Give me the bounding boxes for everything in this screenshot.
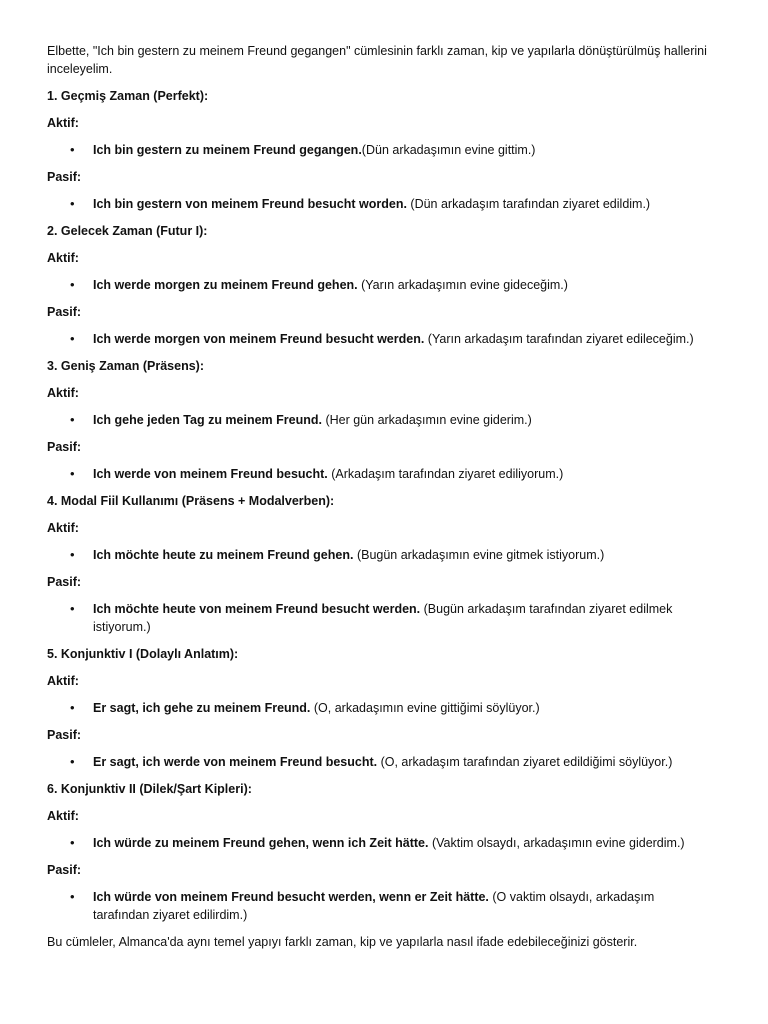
german-sentence: Ich bin gestern von meinem Freund besucht worden. — [93, 197, 407, 211]
aktif-list — [47, 546, 708, 564]
turkish-translation: (O, arkadaşımın evine gittiğimi söylüyor.) — [310, 701, 540, 715]
german-sentence: Er sagt, ich werde von meinem Freund besucht. — [93, 755, 378, 769]
pasif-list — [47, 195, 708, 213]
pasif-label: Pasif: — [47, 440, 82, 454]
aktif-label: Aktif: — [47, 674, 79, 688]
pasif-label: Pasif: — [47, 575, 82, 589]
aktif-label: Aktif: — [47, 251, 79, 265]
turkish-translation: (Dün arkadaşımın evine gittim.) — [361, 143, 536, 157]
list-item — [47, 465, 708, 483]
aktif-list — [47, 141, 708, 159]
pasif-label: Pasif: — [47, 305, 82, 319]
list-item — [47, 276, 708, 294]
list-item — [47, 753, 708, 771]
list-item — [47, 546, 708, 564]
aktif-label: Aktif: — [47, 809, 79, 823]
turkish-translation: (Dün arkadaşım tarafından ziyaret edildim.) — [406, 197, 651, 211]
section-title: 6. Konjunktiv II (Dilek/Şart Kipleri): — [47, 782, 252, 796]
turkish-translation: (O, arkadaşım tarafından ziyaret edildiğimi söylüyor.) — [377, 755, 673, 769]
section-title: 1. Geçmiş Zaman (Perfekt): — [47, 89, 209, 103]
german-sentence: Ich werde von meinem Freund besucht. — [93, 467, 328, 481]
section-title: 2. Gelecek Zaman (Futur I): — [47, 224, 208, 238]
turkish-translation: (O vaktim olsaydı, arkadaşım tarafından ziyaret edilirdim.) — [93, 890, 655, 922]
aktif-label: Aktif: — [47, 116, 79, 130]
list-item — [47, 600, 708, 636]
pasif-label: Pasif: — [47, 728, 82, 742]
german-sentence: Ich möchte heute von meinem Freund besucht werden. — [93, 602, 421, 616]
turkish-translation: (Yarın arkadaşım tarafından ziyaret edileceğim.) — [424, 332, 694, 346]
list-item — [47, 699, 708, 717]
closing-paragraph: Bu cümleler, Almanca'da aynı temel yapıyı farklı zaman, kip ve yapılarla nasıl ifade edebileceğinizi gösterir. — [47, 935, 638, 949]
aktif-list — [47, 411, 708, 429]
list-item — [47, 411, 708, 429]
pasif-list — [47, 753, 708, 771]
turkish-translation: (Her gün arkadaşımın evine giderim.) — [321, 413, 532, 427]
pasif-list — [47, 465, 708, 483]
german-sentence: Ich bin gestern zu meinem Freund gegangen. — [93, 143, 362, 157]
list-item — [47, 888, 708, 924]
aktif-list — [47, 276, 708, 294]
german-sentence: Ich möchte heute zu meinem Freund gehen. — [93, 548, 354, 562]
list-item — [47, 330, 708, 348]
aktif-list — [47, 834, 708, 852]
german-sentence: Ich werde morgen von meinem Freund besucht werden. — [93, 332, 425, 346]
list-item — [47, 834, 708, 852]
intro-paragraph: Elbette, "Ich bin gestern zu meinem Freund gegangen" cümlesinin farklı zaman, kip ve yapılarla dönüştürülmüş hallerini inceleyelim. — [47, 44, 707, 76]
pasif-list — [47, 600, 708, 636]
pasif-list — [47, 330, 708, 348]
section-title: 5. Konjunktiv I (Dolaylı Anlatım): — [47, 647, 239, 661]
turkish-translation: (Arkadaşım tarafından ziyaret ediliyorum.) — [327, 467, 564, 481]
turkish-translation: (Bugün arkadaşım tarafından ziyaret edilmek istiyorum.) — [93, 602, 673, 634]
aktif-label: Aktif: — [47, 386, 79, 400]
section-title: 3. Geniş Zaman (Präsens): — [47, 359, 205, 373]
pasif-list — [47, 888, 708, 924]
pasif-label: Pasif: — [47, 170, 82, 184]
turkish-translation: (Vaktim olsaydı, arkadaşımın evine giderdim.) — [428, 836, 685, 850]
aktif-label: Aktif: — [47, 521, 79, 535]
german-sentence: Ich werde morgen zu meinem Freund gehen. — [93, 278, 358, 292]
german-sentence: Ich gehe jeden Tag zu meinem Freund. — [93, 413, 322, 427]
turkish-translation: (Yarın arkadaşımın evine gideceğim.) — [357, 278, 568, 292]
list-item — [47, 195, 708, 213]
german-sentence: Ich würde zu meinem Freund gehen, wenn ich Zeit hätte. — [93, 836, 429, 850]
german-sentence: Er sagt, ich gehe zu meinem Freund. — [93, 701, 311, 715]
list-item — [47, 141, 708, 159]
german-sentence: Ich würde von meinem Freund besucht werden, wenn er Zeit hätte. — [93, 890, 489, 904]
pasif-label: Pasif: — [47, 863, 82, 877]
section-title: 4. Modal Fiil Kullanımı (Präsens + Modalverben): — [47, 494, 335, 508]
turkish-translation: (Bugün arkadaşımın evine gitmek istiyorum.) — [353, 548, 605, 562]
aktif-list — [47, 699, 708, 717]
